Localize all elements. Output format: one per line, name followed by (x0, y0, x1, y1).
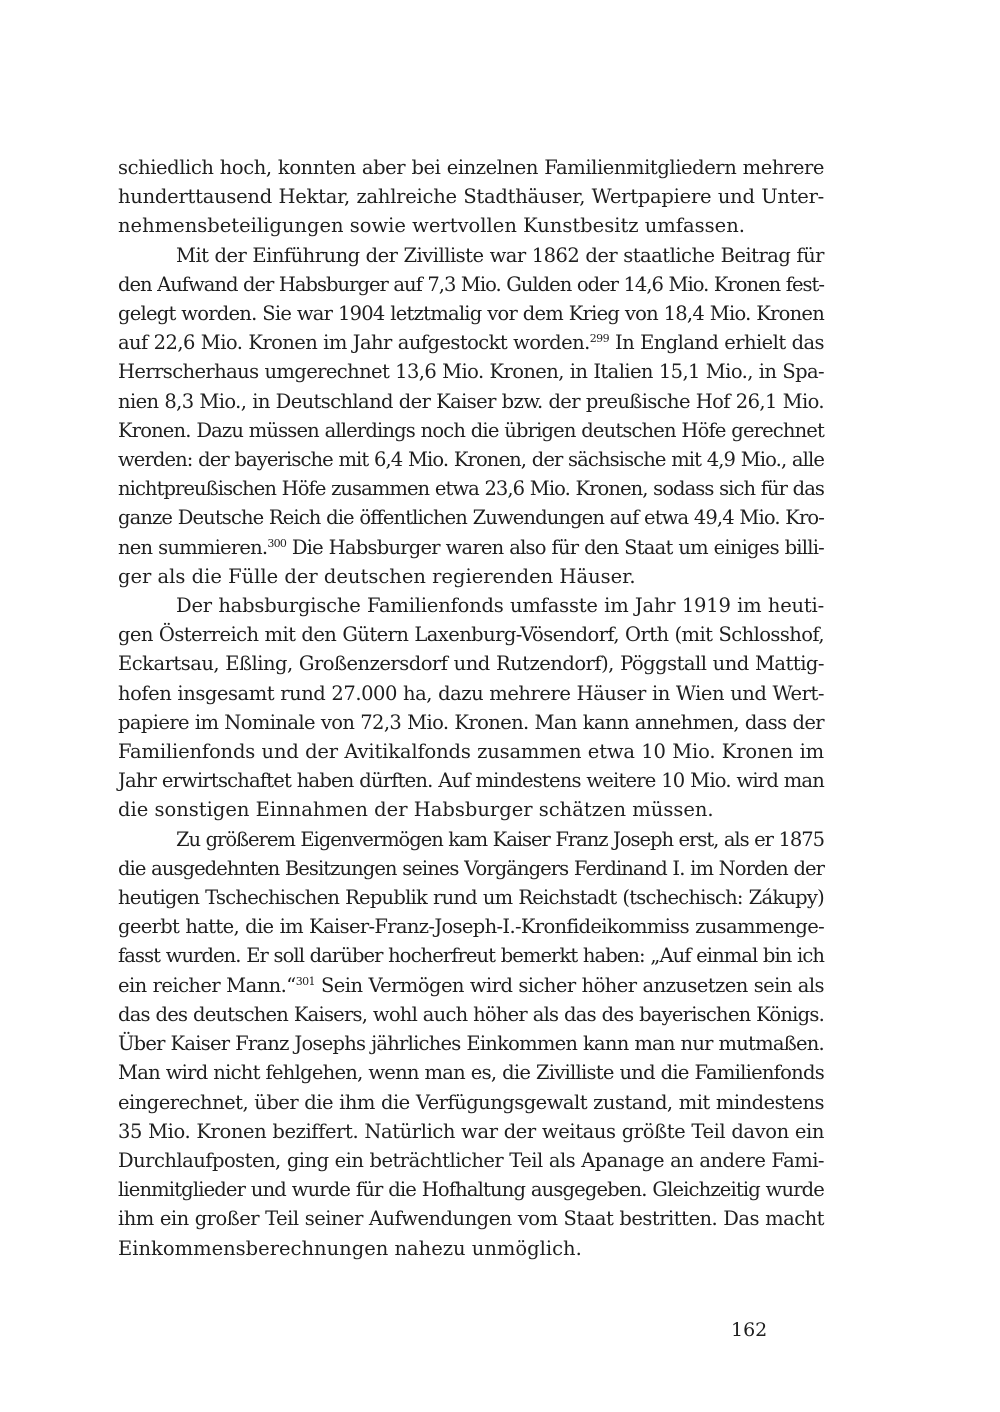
text-line (118, 328, 824, 357)
text-line (118, 241, 824, 270)
text-line (118, 153, 824, 182)
text-line (118, 1000, 824, 1029)
text-line (118, 766, 824, 795)
text-segment: Jahr erwirtschaftet haben dürften. Auf mindestens weitere 10 Mio. wird man (118, 769, 824, 793)
text-line (118, 591, 824, 620)
text-segment: lienmitglieder und wurde für die Hofhaltung ausgegeben. Gleichzeitig wurde (118, 1178, 824, 1202)
text-segment: Sein Vermögen wird sicher höher anzusetzen sein als (315, 973, 824, 997)
text-line (118, 270, 824, 299)
text-segment: ihm ein großer Teil seiner Aufwendungen vom Staat bestritten. Das macht (118, 1207, 824, 1231)
text-line (118, 503, 824, 532)
text-line (118, 1029, 824, 1058)
text-line (118, 474, 824, 503)
text-segment: ein reicher Mann.“ (118, 973, 296, 997)
text-line (118, 737, 824, 766)
text-segment: den Aufwand der Habsburger auf 7,3 Mio. Gulden oder 14,6 Mio. Kronen fest- (118, 272, 824, 296)
text-segment: eingerechnet, über die ihm die Verfügungsgewalt zustand, mit mindestens (118, 1090, 824, 1114)
text-segment: auf 22,6 Mio. Kronen im Jahr aufgestockt worden. (118, 331, 590, 355)
text-segment: 35 Mio. Kronen beziffert. Natürlich war der weitaus größte Teil davon ein (118, 1119, 824, 1143)
footnote-reference: 300 (267, 536, 287, 550)
text-segment: werden: der bayerische mit 6,4 Mio. Kronen, der sächsische mit 4,9 Mio., alle (118, 448, 824, 472)
text-segment: Eckartsau, Eßling, Großenzersdorf und Rutzendorf), Pöggstall und Mattig- (118, 652, 824, 676)
text-line (118, 562, 824, 591)
text-line (118, 795, 824, 824)
text-line (118, 1117, 824, 1146)
text-line (118, 649, 824, 678)
body-text (118, 153, 824, 1263)
text-segment: Herrscherhaus umgerechnet 13,6 Mio. Kronen, in Italien 15,1 Mio., in Spa- (118, 360, 824, 384)
text-line (118, 182, 824, 211)
text-line (118, 445, 824, 474)
paragraph (118, 241, 824, 591)
text-line (118, 357, 824, 386)
text-segment: In England erhielt das (609, 331, 824, 355)
text-line (118, 1058, 824, 1087)
text-segment: Kronen. Dazu müssen allerdings noch die übrigen deutschen Höfe gerechnet (118, 418, 824, 442)
text-line (118, 1175, 824, 1204)
text-line (118, 825, 824, 854)
text-line (118, 883, 824, 912)
text-segment: geerbt hatte, die im Kaiser-Franz-Joseph-I.-Kronfideikommiss zusammenge- (118, 915, 824, 939)
text-segment: die sonstigen Einnahmen der Habsburger schätzen müssen. (118, 798, 714, 822)
text-line (118, 1146, 824, 1175)
text-segment: ger als die Fülle der deutschen regierenden Häuser. (118, 564, 636, 588)
text-segment: die ausgedehnten Besitzungen seines Vorgängers Ferdinand I. im Norden der (118, 856, 824, 880)
text-line (118, 941, 824, 970)
text-segment: nichtpreußischen Höfe zusammen etwa 23,6 Mio. Kronen, sodass sich für das (118, 477, 824, 501)
text-segment: gelegt worden. Sie war 1904 letztmalig vor dem Krieg von 18,4 Mio. Kronen (118, 302, 824, 326)
paragraph (118, 153, 824, 241)
text-segment: Familienfonds und der Avitikalfonds zusammen etwa 10 Mio. Kronen im (118, 740, 824, 764)
text-segment: das des deutschen Kaisers, wohl auch höher als das des bayerischen Königs. (118, 1002, 824, 1026)
footnote-reference: 301 (295, 974, 315, 988)
text-line (118, 1204, 824, 1233)
text-segment: ganze Deutsche Reich die öffentlichen Zuwendungen auf etwa 49,4 Mio. Kro- (118, 506, 824, 530)
text-line (118, 533, 824, 562)
text-segment: Der habsburgische Familienfonds umfasste im Jahr 1919 im heuti- (176, 594, 824, 618)
text-segment: Über Kaiser Franz Josephs jährliches Einkommen kann man nur mutmaßen. (118, 1032, 824, 1056)
text-segment: Man wird nicht fehlgehen, wenn man es, die Zivilliste und die Familienfonds (118, 1061, 824, 1085)
text-segment: Mit der Einführung der Zivilliste war 1862 der staatliche Beitrag für (176, 243, 824, 267)
text-segment: nien 8,3 Mio., in Deutschland der Kaiser bzw. der preußische Hof 26,1 Mio. (118, 389, 824, 413)
text-segment: hofen insgesamt rund 27.000 ha, dazu mehrere Häuser in Wien und Wert- (118, 681, 824, 705)
text-line (118, 299, 824, 328)
text-line (118, 1234, 824, 1263)
text-line (118, 1088, 824, 1117)
text-segment: schiedlich hoch, konnten aber bei einzelnen Familienmitgliedern mehrere (118, 156, 824, 179)
text-segment: Zu größerem Eigenvermögen kam Kaiser Franz Joseph erst, als er 1875 (176, 827, 824, 851)
text-line (118, 708, 824, 737)
text-line (118, 416, 824, 445)
text-segment: Die Habsburger waren also für den Staat um einiges billi- (286, 535, 824, 559)
text-line (118, 971, 824, 1000)
text-segment: Durchlaufposten, ging ein beträchtlicher Teil als Apanage an andere Fami- (118, 1148, 824, 1172)
paragraph (118, 825, 824, 1263)
text-line (118, 211, 824, 240)
text-line (118, 620, 824, 649)
text-segment: hunderttausend Hektar, zahlreiche Stadthäuser, Wertpapiere und Unter- (118, 185, 824, 209)
text-segment: gen Österreich mit den Gütern Laxenburg-Vösendorf, Orth (mit Schlosshof, (118, 623, 824, 647)
text-segment: fasst wurden. Er soll darüber hocherfreut bemerkt haben: „Auf einmal bin ich (118, 944, 824, 968)
page-number: 162 (731, 1319, 768, 1341)
text-line (118, 387, 824, 416)
text-line (118, 679, 824, 708)
text-segment: papiere im Nominale von 72,3 Mio. Kronen. Man kann annehmen, dass der (118, 710, 824, 734)
text-segment: Einkommensberechnungen nahezu unmöglich. (118, 1236, 582, 1260)
paragraph (118, 591, 824, 825)
footnote-reference: 299 (589, 332, 610, 346)
text-line (118, 854, 824, 883)
text-segment: nen summieren. (118, 535, 268, 559)
text-line (118, 912, 824, 941)
text-segment: nehmensbeteiligungen sowie wertvollen Kunstbesitz umfassen. (118, 214, 745, 238)
text-segment: heutigen Tschechischen Republik rund um Reichstadt (tschechisch: Zákupy) (118, 886, 824, 910)
